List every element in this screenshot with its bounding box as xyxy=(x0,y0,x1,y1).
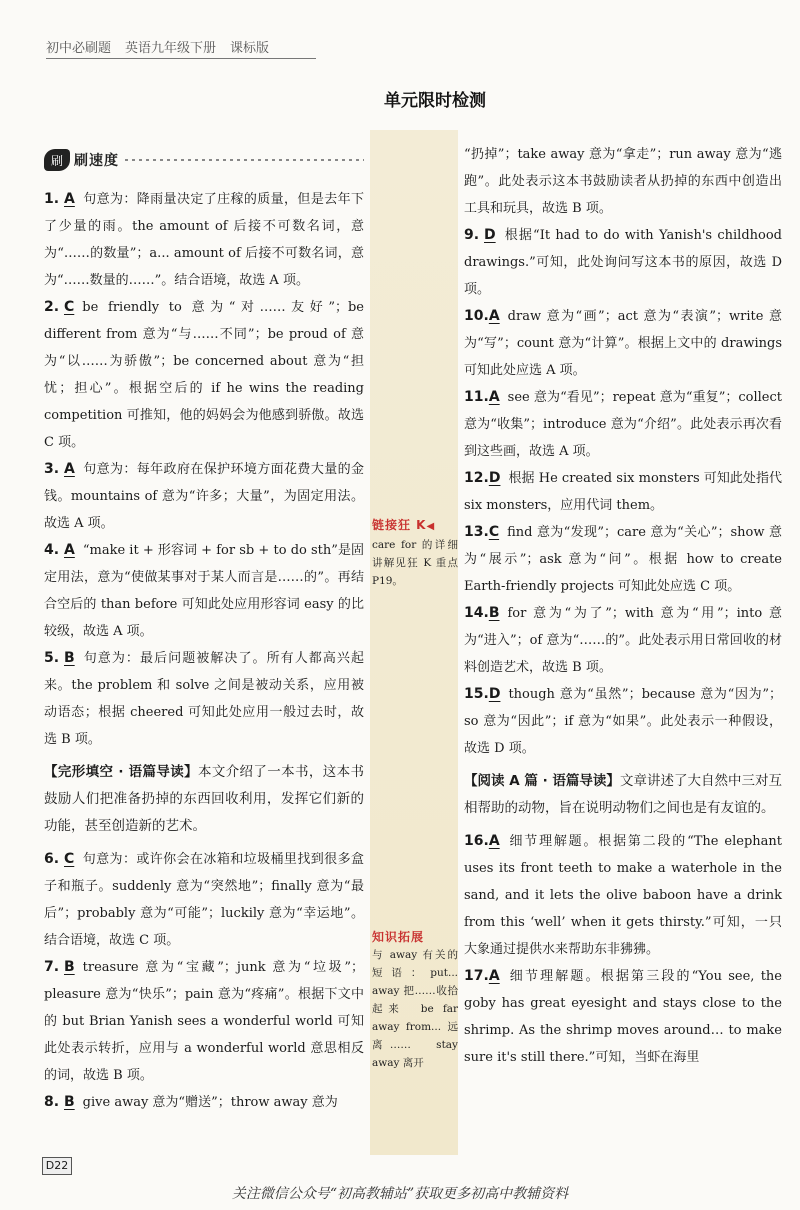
answer-letter: C xyxy=(64,851,75,867)
answer-letter: B xyxy=(64,650,75,666)
explanation-text: 句意为：或许你会在冰箱和垃圾桶里找到很多盒子和瓶子。suddenly 意为“突然地”；finally 意为“最后”；probably 意为“可能”；luckily 意为“幸运地”。结合语境，故选 C 项。 xyxy=(44,852,364,948)
answer-item xyxy=(464,303,782,384)
side-note-link-body: care for 的详细讲解见狂 K 重点 P19。 xyxy=(372,539,458,587)
answer-column-right xyxy=(464,141,782,1071)
answer-item xyxy=(44,456,364,537)
answer-letter: B xyxy=(488,605,500,621)
answer-letter: A xyxy=(64,461,75,477)
answer-letter: B xyxy=(64,959,75,975)
answer-letter: A xyxy=(488,833,500,849)
question-number: 4. xyxy=(44,542,60,558)
explanation-text: draw 意为“画”；act 意为“表演”；write 意为“写”；count 意为“计算”。根据上文中的 drawings 可知此处应选 A 项。 xyxy=(464,309,782,378)
footer-note: 关注微信公众号“初高教辅站”获取更多初高中教辅资料 xyxy=(231,1186,569,1202)
answer-letter: D xyxy=(488,686,501,702)
answer-letter: A xyxy=(64,542,75,558)
answer-letter: A xyxy=(488,308,500,324)
page-number: D22 xyxy=(42,1157,72,1175)
answer-item xyxy=(464,681,782,762)
question-number: 12. xyxy=(464,470,489,486)
answer-letter: C xyxy=(488,524,500,540)
header-rule xyxy=(46,58,316,59)
explanation-text: 根据“It had to do with Yanish's childhood drawings.”可知，此处询问写这本书的原因，故选 D 项。 xyxy=(464,228,782,297)
explanation-text: treasure 意为“宝藏”；junk 意为“垃圾”；pleasure 意为“快乐”；pain 意为“疼痛”。根据下文中的 but Brian Yanish sees a wonderful world 可知此处表示转折，应用与 a wonderful world 意思相反的词，故选 B 项。 xyxy=(44,960,364,1083)
question-number: 2. xyxy=(44,299,60,315)
side-note-knowledge-body: 与 away 有关的短语：put... away 把……收拾起来 be far away from... 远离…… stay away 离开 xyxy=(372,949,458,1069)
side-note-knowledge-title: 知识拓展 xyxy=(372,930,425,944)
answer-item xyxy=(464,963,782,1071)
question-number: 11. xyxy=(464,389,489,405)
answer-item xyxy=(44,186,364,294)
question-number: 3. xyxy=(44,461,60,477)
brand-text: 刷速度 xyxy=(74,153,119,169)
question-number: 1. xyxy=(44,191,60,207)
guide-cloze: 【完形填空 · 语篇导读】本文介绍了一本书，这本书鼓励人们把准备扔掉的东西回收利用，发挥它们新的功能，甚至创造新的艺术。 xyxy=(44,764,365,834)
question-number: 6. xyxy=(44,851,60,867)
answer-item xyxy=(44,294,364,456)
answer-item xyxy=(44,645,364,753)
answer-item xyxy=(464,519,782,600)
question-number: 10. xyxy=(464,308,489,324)
answer-letter: C xyxy=(64,299,75,315)
question-number: 7. xyxy=(44,959,60,975)
answer-item xyxy=(44,537,364,645)
explanation-text: 句意为：最后问题被解决了。所有人都高兴起来。the problem 和 solve 之间是被动关系，应用被动语态；根据 cheered 可知此处应用一般过去时，故选 B 项。 xyxy=(44,651,364,747)
explanation-text: for 意为“为了”；with 意为“用”；into 意为“进入”；of 意为“……的”。此处表示用日常回收的材料创造艺术，故选 B 项。 xyxy=(464,606,782,675)
explanation-text: “扔掉”；take away 意为“拿走”；run away 意为“逃跑”。此处表示这本书鼓励读者从扔掉的东西中创造出工具和玩具，故选 B 项。 xyxy=(464,147,782,216)
explanation-text: “make it + 形容词 + for sb + to do sth”是固定用法，意为“使做某事对于某人而言是……的”。再结合空后的 than before 可知此处应用形容词 easy 的比较级，故选 A 项。 xyxy=(44,543,364,639)
answer-item xyxy=(464,141,782,222)
explanation-text: find 意为“发现”；care 意为“关心”；show 意为“展示”；ask 意为“问”。根据 how to create Earth-friendly projects 可知此处应选 C 项。 xyxy=(464,525,782,594)
explanation-text: 根据 He created six monsters 可知此处指代 six monsters，应用代词 them。 xyxy=(464,471,782,513)
question-number: 5. xyxy=(44,650,60,666)
answer-item xyxy=(464,465,782,519)
answer-letter: B xyxy=(64,1094,75,1110)
answer-item xyxy=(464,828,782,963)
explanation-text: 句意为：每年政府在保护环境方面花费大量的金钱。mountains of 意为“许多；大量”，为固定用法。故选 A 项。 xyxy=(44,462,364,531)
brush-icon: 刷 xyxy=(44,149,70,171)
answer-item xyxy=(464,384,782,465)
arrow-left-icon: ◀ xyxy=(426,521,436,532)
question-number: 13. xyxy=(464,524,489,540)
answer-letter: A xyxy=(488,968,500,984)
answer-item xyxy=(44,954,364,1089)
header-edition: 课标版 xyxy=(230,40,270,56)
side-note-link xyxy=(372,516,458,590)
question-number: 14. xyxy=(464,605,489,621)
answer-letter: A xyxy=(488,389,500,405)
answer-letter: D xyxy=(484,227,496,243)
explanation-text: though 意为“虽然”；because 意为“因为”；so 意为“因此”；if 意为“如果”。此处表示一种假设，故选 D 项。 xyxy=(464,687,782,756)
question-number: 17. xyxy=(464,968,489,984)
side-note-link-title: 链接狂 K xyxy=(372,518,427,532)
answer-column-left xyxy=(44,186,364,1116)
question-number: 8. xyxy=(44,1094,60,1110)
section-brand xyxy=(44,148,364,172)
question-number: 9. xyxy=(464,227,480,243)
answer-letter: D xyxy=(488,470,501,486)
answer-item xyxy=(44,846,364,954)
header-series: 初中必刷题 xyxy=(46,40,112,56)
answer-item xyxy=(44,1089,364,1116)
question-number: 15. xyxy=(464,686,489,702)
explanation-text: 细节理解题。根据第三段的“You see, the goby has great eyesight and stays close to the shrimp. As the shrimp moves around… to make sure it's still there.”可知，当虾在海里 xyxy=(464,969,782,1065)
explanation-text: see 意为“看见”；repeat 意为“重复”；collect 意为“收集”；introduce 意为“介绍”。此处表示再次看到这些画，故选 A 项。 xyxy=(464,390,782,459)
dotted-divider xyxy=(125,159,364,161)
answer-letter: A xyxy=(64,191,75,207)
question-number: 16. xyxy=(464,833,489,849)
guide-reading-a: 【阅读 A 篇 · 语篇导读】文章讲述了大自然中三对互相帮助的动物，旨在说明动物们之间也是有友谊的。 xyxy=(464,773,782,816)
explanation-text: be friendly to 意为“对……友好”；be different from 意为“与……不同”；be proud of 意为“以……为骄傲”；be concerned about 意为“担忧；担心”。根据空后的 if he wins the reading competition 可推知，他的妈妈会为他感到骄傲。故选 C 项。 xyxy=(44,300,364,450)
answer-item xyxy=(464,222,782,303)
explanation-text: give away 意为“赠送”；throw away 意为 xyxy=(82,1095,338,1110)
explanation-text: 细节理解题。根据第二段的“The elephant uses its front teeth to make a waterhole in the sand, and it lets the olive baboon have a drink from this ‘well’ when it gets thirsty.”可知，一只大象通过提供水来帮助东非狒狒。 xyxy=(464,834,782,957)
page-title: 单元限时检测 xyxy=(384,91,486,111)
explanation-text: 句意为：降雨量决定了庄稼的质量，但是去年下了少量的雨。the amount of 后接不可数名词，意为“……的数量”；a... amount of 后接不可数名词，意为“……数量的……”。结合语境，故选 A 项。 xyxy=(44,192,364,288)
header-book: 英语九年级下册 xyxy=(125,40,217,56)
answer-item xyxy=(464,600,782,681)
book-header xyxy=(46,34,269,58)
side-note-knowledge xyxy=(372,928,458,1072)
